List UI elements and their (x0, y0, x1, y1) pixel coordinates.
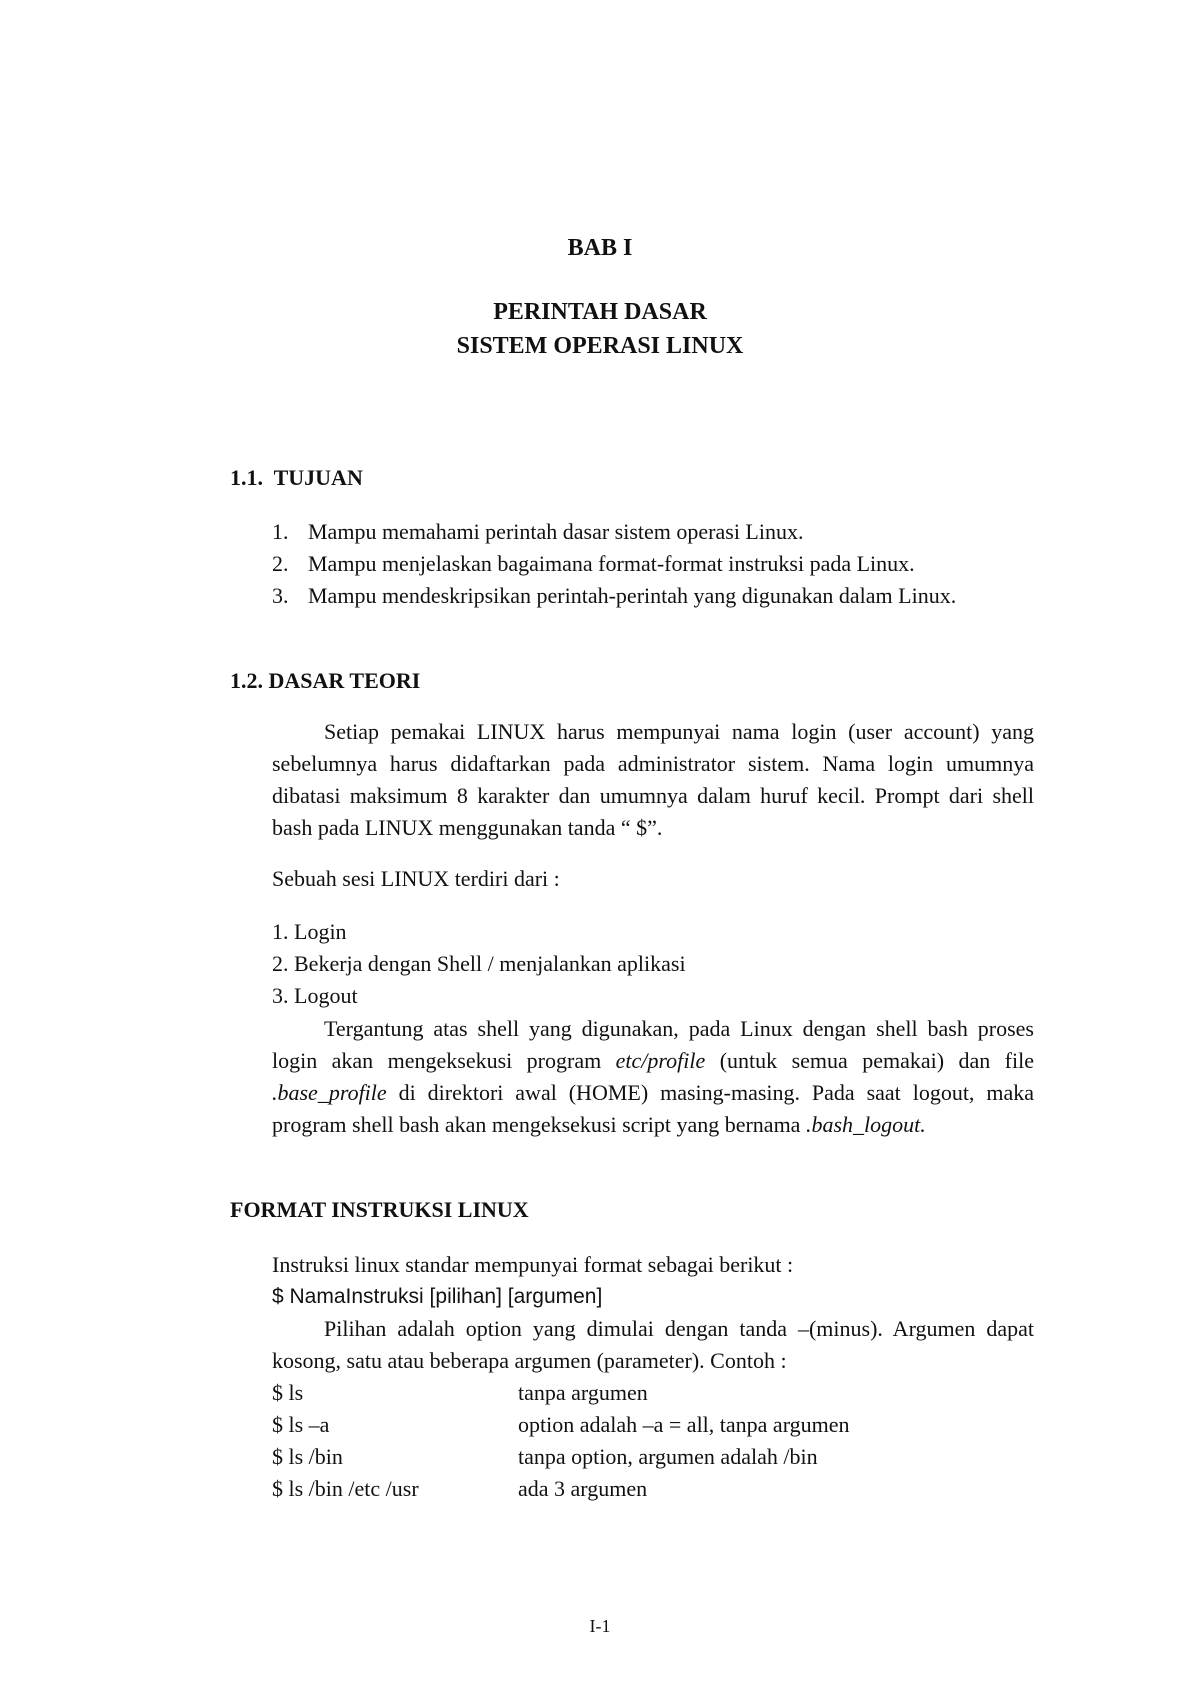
file-name-etc-profile: etc/profile (615, 1048, 706, 1073)
table-row (272, 1409, 850, 1441)
example-description: ada 3 argumen (518, 1476, 648, 1501)
example-description: tanpa argumen (518, 1380, 648, 1405)
text-run: di direktori awal (HOME) masing-masing. Pada saat logout, maka program shell bash akan mengeksekusi script yang bernama (272, 1080, 1034, 1137)
example-command: $ ls –a (272, 1412, 330, 1437)
paragraph-format-intro: Instruksi linux standar mempunyai format sebagai berikut : (272, 1252, 794, 1277)
list-item-number: 2. (272, 551, 289, 576)
format-syntax-line: $ NamaInstruksi [pilihan] [argumen] (272, 1285, 603, 1308)
example-description: tanpa option, argumen adalah /bin (518, 1444, 818, 1469)
list-item-text: Mampu mendeskripsikan perintah-perintah yang digunakan dalam Linux. (308, 583, 957, 608)
table-row (272, 1473, 850, 1505)
example-command: $ ls (272, 1380, 304, 1405)
text-run: Tergantung atas shell yang digunakan, pada Linux dengan shell bash proses login akan mengeksekusi program (272, 1016, 1034, 1073)
paragraph-login: Setiap pemakai LINUX harus mempunyai nama login (user account) yang sebelumnya harus didaftarkan pada administrator sistem. Nama login umumnya dibatasi maksimum 8 karakter dan umumnya dalam huruf kecil. Prompt dari shell bash pada LINUX menggunakan tanda “ $”. (272, 719, 1034, 840)
example-command: $ ls /bin (272, 1444, 343, 1469)
list-item-text: Mampu menjelaskan bagaimana format-format instruksi pada Linux. (308, 551, 915, 576)
example-commands-table (272, 1377, 850, 1505)
example-description: option adalah –a = all, tanpa argumen (518, 1412, 850, 1437)
list-item: 3. Logout (272, 983, 358, 1008)
page-number: I-1 (589, 1616, 611, 1636)
list-item: 1. Login (272, 919, 347, 944)
chapter-title-line-1: PERINTAH DASAR (493, 299, 707, 325)
text-run: (untuk semua pemakai) dan file (705, 1048, 1034, 1073)
table-row (272, 1377, 850, 1409)
list-item-text: Mampu memahami perintah dasar sistem operasi Linux. (308, 519, 804, 544)
session-list (272, 916, 686, 1012)
section-heading-tujuan: 1.1. TUJUAN (230, 465, 363, 490)
list-item: 2. Bekerja dengan Shell / menjalankan aplikasi (272, 951, 686, 976)
file-name-bash-logout: .bash_logout. (805, 1112, 926, 1137)
list-item-number: 3. (272, 583, 289, 608)
paragraph-session-intro: Sebuah sesi LINUX terdiri dari : (272, 866, 560, 891)
paragraph-option-argument: Pilihan adalah option yang dimulai dengan tanda –(minus). Argumen dapat kosong, satu atau beberapa argumen (parameter). Contoh : (272, 1316, 1034, 1373)
section-heading-format-instruksi: FORMAT INSTRUKSI LINUX (230, 1197, 529, 1222)
chapter-title-line-2: SISTEM OPERASI LINUX (456, 333, 744, 359)
list-item-number: 1. (272, 519, 289, 544)
file-name-base-profile: .base_profile (272, 1080, 387, 1105)
paragraph-shell-login (272, 1013, 1034, 1141)
table-row (272, 1441, 850, 1473)
chapter-label: BAB I (567, 235, 633, 261)
example-command: $ ls /bin /etc /usr (272, 1476, 419, 1501)
section-heading-dasar-teori: 1.2. DASAR TEORI (230, 668, 421, 693)
